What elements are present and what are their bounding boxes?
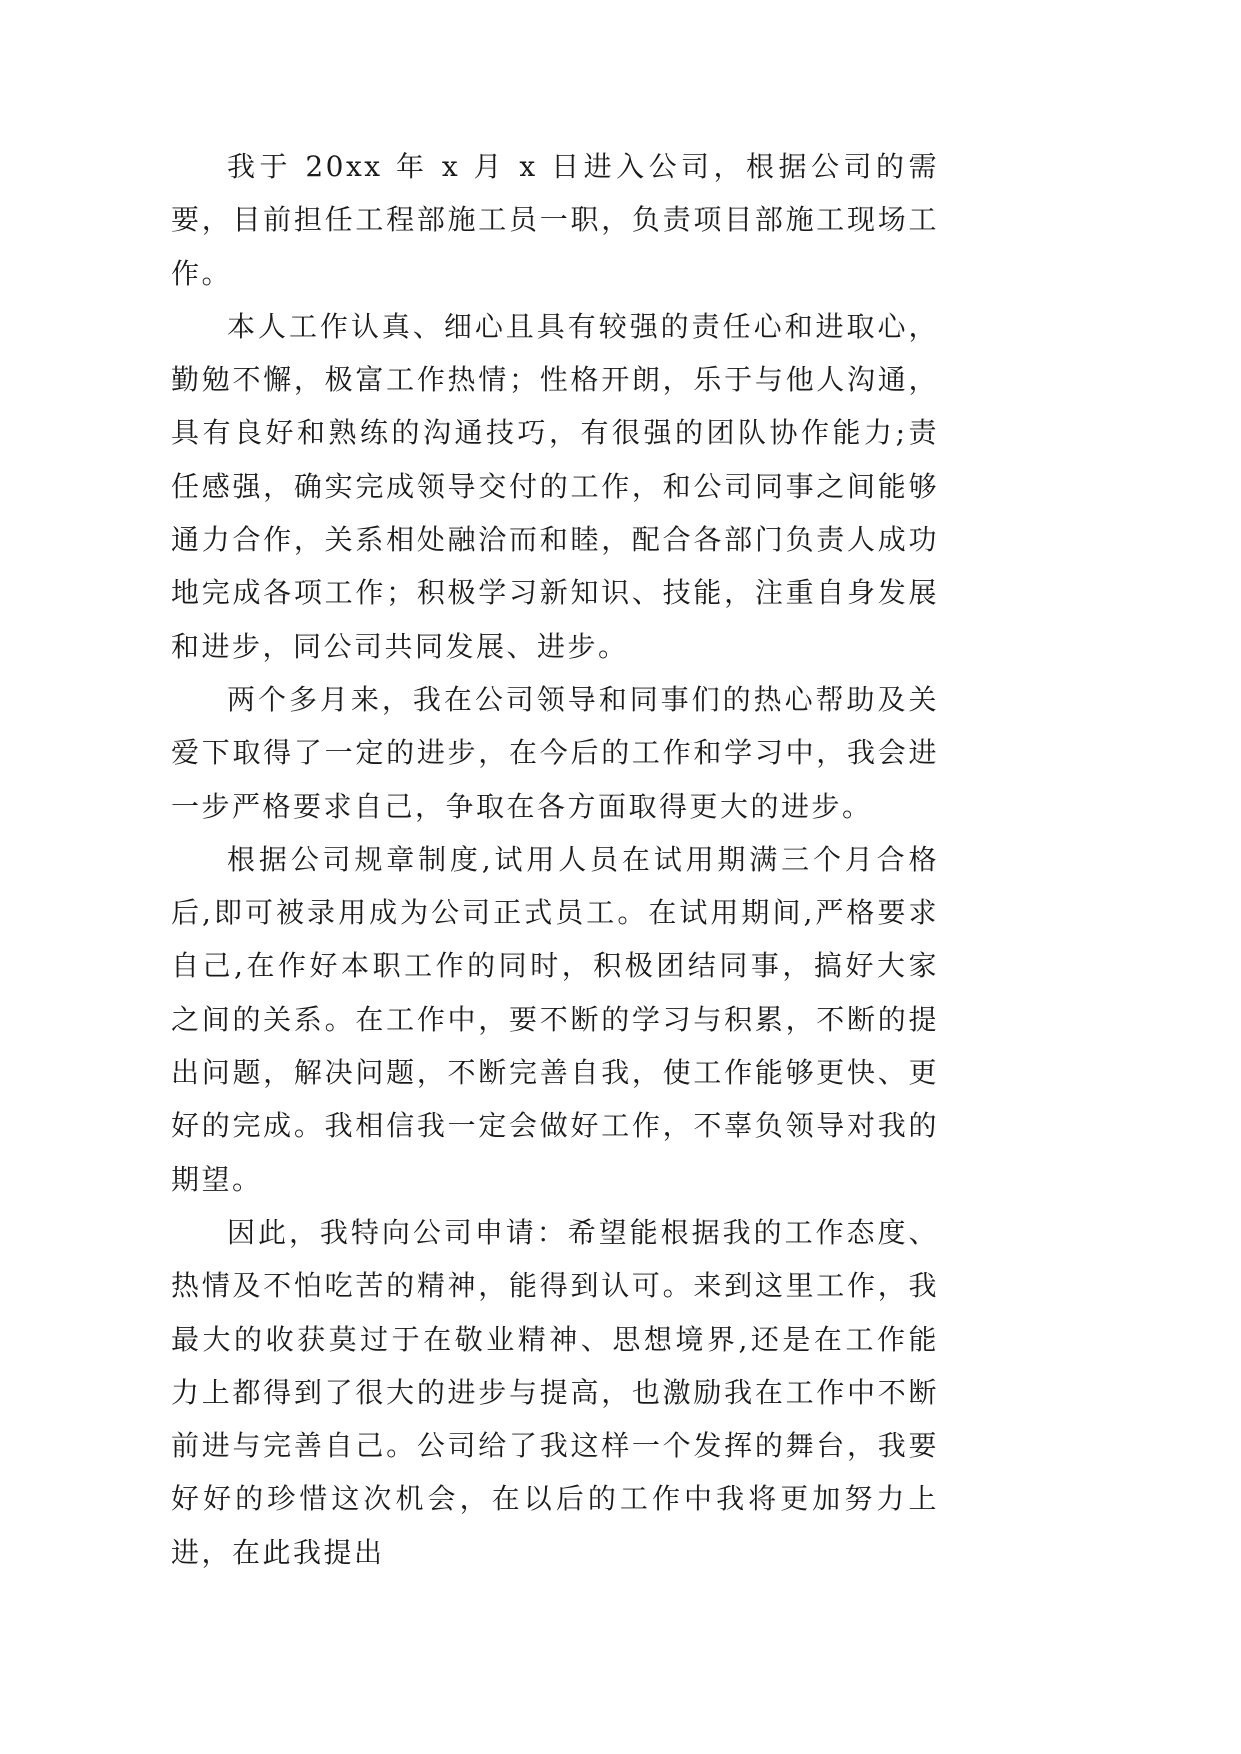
paragraph-2: 本人工作认真、细心且具有较强的责任心和进取心，勤勉不懈，极富工作热情；性格开朗，乐于与他人沟通，具有良好和熟练的沟通技巧，有很强的团队协作能力;责任感强，确实完成领导交付的工作，和公司同事之间能够通力合作，关系相处融洽而和睦，配合各部门负责人成功地完成各项工作；积极学习新知识、技能，注重自身发展和进步，同公司共同发展、进步。 xyxy=(171,309,939,663)
paragraph-4: 根据公司规章制度,试用人员在试用期满三个月合格后,即可被录用成为公司正式员工。在试用期间,严格要求自己,在作好本职工作的同时，积极团结同事，搞好大家之间的关系。在工作中，要不断的学习与积累，不断的提出问题，解决问题，不断完善自我，使工作能够更快、更好的完成。我相信我一定会做好工作，不辜负领导对我的期望。 xyxy=(171,842,939,1196)
paragraph-3: 两个多月来，我在公司领导和同事们的热心帮助及关爱下取得了一定的进步，在今后的工作和学习中，我会进一步严格要求自己，争取在各方面取得更大的进步。 xyxy=(171,682,939,823)
paragraph-5: 因此，我特向公司申请：希望能根据我的工作态度、热情及不怕吃苦的精神，能得到认可。来到这里工作，我最大的收获莫过于在敬业精神、思想境界,还是在工作能力上都得到了很大的进步与提高，也激励我在工作中不断前进与完善自己。公司给了我这样一个发挥的舞台，我要好好的珍惜这次机会，在以后的工作中我将更加努力上进，在此我提出 xyxy=(171,1215,939,1569)
paragraph-1: 我于 20xx 年 x 月 x 日进入公司，根据公司的需要，目前担任工程部施工员一职，负责项目部施工现场工作。 xyxy=(171,150,939,290)
document-body xyxy=(171,140,939,1579)
